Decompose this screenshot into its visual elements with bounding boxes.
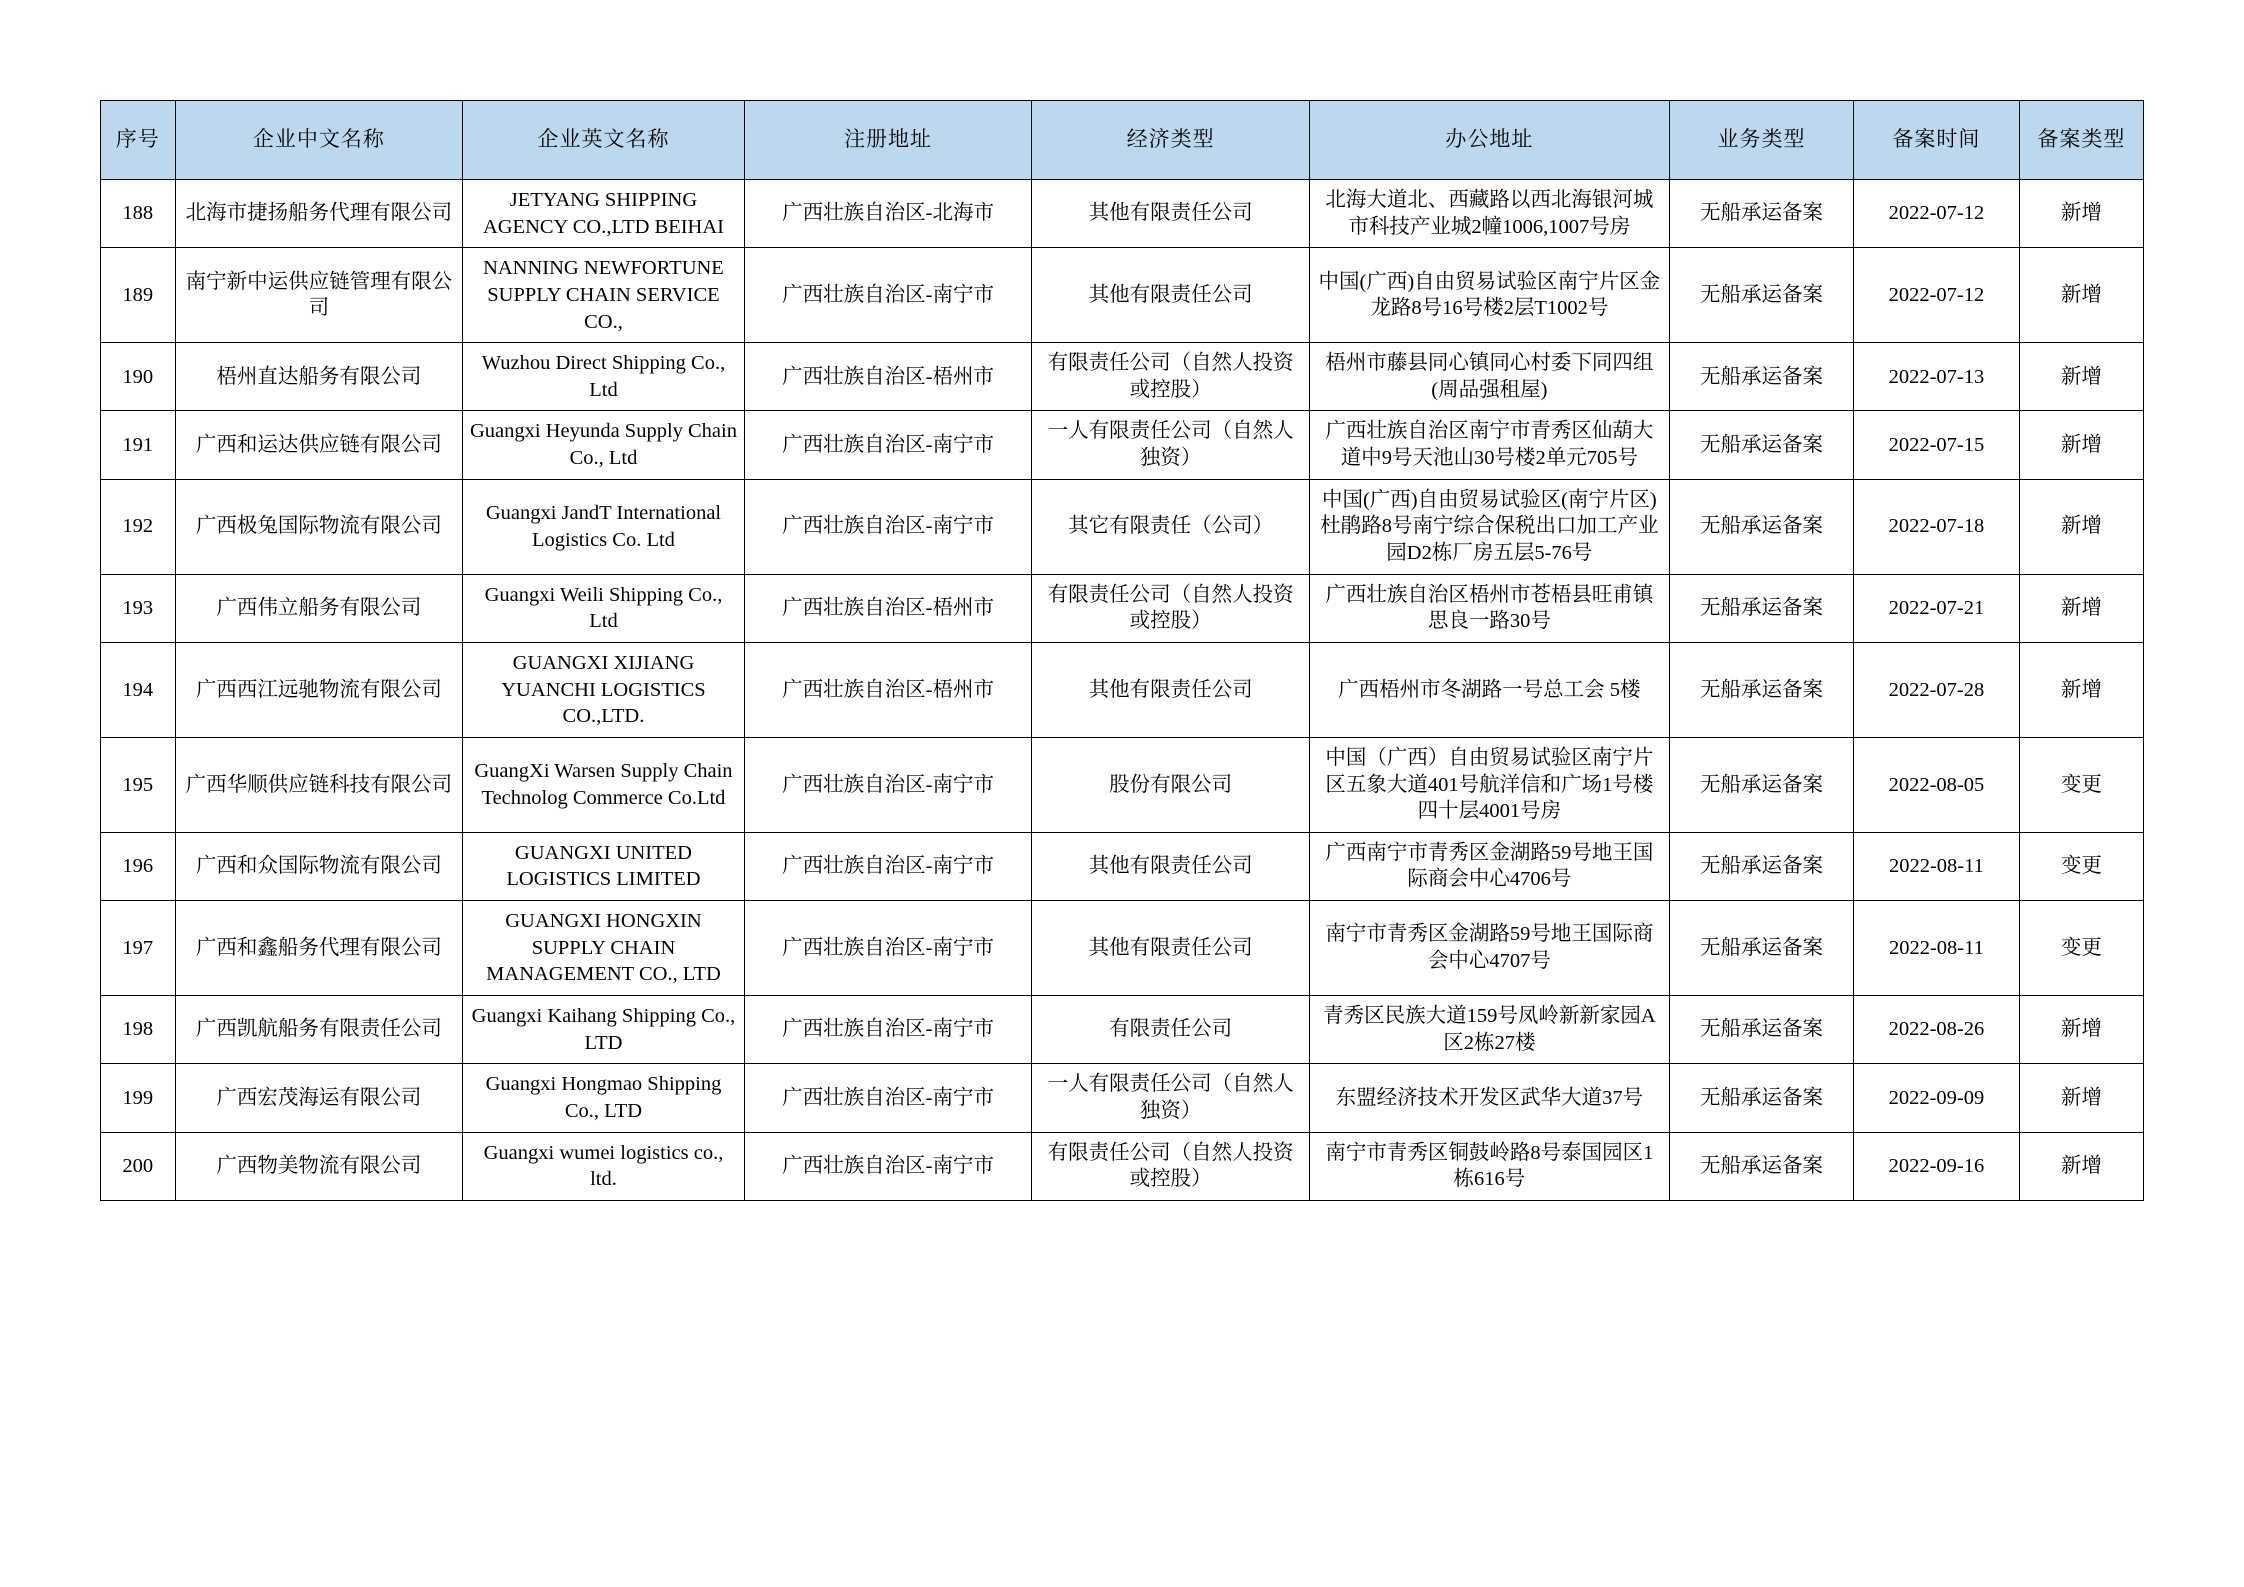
cell-filing-type: 新增 [2019,1132,2143,1200]
column-header-filing-date: 备案时间 [1854,101,2020,180]
cell-index: 200 [101,1132,176,1200]
cell-business-type: 无船承运备案 [1669,343,1853,411]
cell-chinese-name: 广西华顺供应链科技有限公司 [175,737,463,832]
cell-registered-address: 广西壮族自治区-南宁市 [744,901,1032,996]
cell-chinese-name: 梧州直达船务有限公司 [175,343,463,411]
table-header [101,101,2144,180]
table-row [101,737,2144,832]
column-header-filing-type: 备案类型 [2019,101,2143,180]
cell-registered-address: 广西壮族自治区-南宁市 [744,1132,1032,1200]
cell-english-name: NANNING NEWFORTUNE SUPPLY CHAIN SERVICE CO., [463,248,745,343]
cell-chinese-name: 广西凯航船务有限责任公司 [175,996,463,1064]
cell-english-name: GUANGXI UNITED LOGISTICS LIMITED [463,832,745,900]
column-header-index: 序号 [101,101,176,180]
cell-english-name: Guangxi Weili Shipping Co., Ltd [463,574,745,642]
cell-filing-type: 新增 [2019,1064,2143,1132]
cell-filing-date: 2022-07-13 [1854,343,2020,411]
cell-office-address: 北海大道北、西藏路以西北海银河城市科技产业城2幢1006,1007号房 [1309,180,1669,248]
cell-economic-type: 有限责任公司（自然人投资或控股） [1032,343,1309,411]
cell-office-address: 南宁市青秀区铜鼓岭路8号泰国园区1栋616号 [1309,1132,1669,1200]
table-body [101,180,2144,1201]
table-row [101,1064,2144,1132]
cell-office-address: 广西梧州市冬湖路一号总工会 5楼 [1309,642,1669,737]
cell-office-address: 南宁市青秀区金湖路59号地王国际商会中心4707号 [1309,901,1669,996]
cell-index: 197 [101,901,176,996]
cell-english-name: GuangXi Warsen Supply Chain Technolog Commerce Co.Ltd [463,737,745,832]
table-row [101,411,2144,479]
cell-registered-address: 广西壮族自治区-南宁市 [744,737,1032,832]
cell-filing-type: 新增 [2019,479,2143,574]
cell-chinese-name: 广西西江远驰物流有限公司 [175,642,463,737]
cell-economic-type: 其它有限责任（公司） [1032,479,1309,574]
cell-business-type: 无船承运备案 [1669,642,1853,737]
column-header-economic-type: 经济类型 [1032,101,1309,180]
cell-index: 191 [101,411,176,479]
cell-filing-type: 新增 [2019,343,2143,411]
cell-chinese-name: 广西宏茂海运有限公司 [175,1064,463,1132]
cell-filing-date: 2022-09-09 [1854,1064,2020,1132]
table-row [101,479,2144,574]
cell-economic-type: 一人有限责任公司（自然人独资） [1032,1064,1309,1132]
cell-index: 194 [101,642,176,737]
table-row [101,832,2144,900]
column-header-business-type: 业务类型 [1669,101,1853,180]
cell-business-type: 无船承运备案 [1669,1132,1853,1200]
table-row [101,343,2144,411]
cell-index: 189 [101,248,176,343]
cell-chinese-name: 广西和众国际物流有限公司 [175,832,463,900]
table-row [101,642,2144,737]
cell-registered-address: 广西壮族自治区-梧州市 [744,642,1032,737]
cell-economic-type: 有限责任公司 [1032,996,1309,1064]
cell-index: 196 [101,832,176,900]
cell-filing-type: 新增 [2019,411,2143,479]
cell-filing-date: 2022-07-28 [1854,642,2020,737]
cell-economic-type: 其他有限责任公司 [1032,832,1309,900]
cell-office-address: 广西壮族自治区南宁市青秀区仙葫大道中9号天池山30号楼2单元705号 [1309,411,1669,479]
cell-chinese-name: 广西极兔国际物流有限公司 [175,479,463,574]
cell-registered-address: 广西壮族自治区-南宁市 [744,1064,1032,1132]
cell-registered-address: 广西壮族自治区-南宁市 [744,832,1032,900]
cell-business-type: 无船承运备案 [1669,901,1853,996]
cell-economic-type: 其他有限责任公司 [1032,901,1309,996]
header-row [101,101,2144,180]
cell-index: 198 [101,996,176,1064]
column-header-english-name: 企业英文名称 [463,101,745,180]
cell-filing-type: 变更 [2019,737,2143,832]
table-row [101,996,2144,1064]
table-row [101,901,2144,996]
cell-chinese-name: 广西伟立船务有限公司 [175,574,463,642]
cell-business-type: 无船承运备案 [1669,411,1853,479]
table-row [101,1132,2144,1200]
nvocc-registry-table [100,100,2144,1201]
cell-filing-date: 2022-09-16 [1854,1132,2020,1200]
cell-registered-address: 广西壮族自治区-南宁市 [744,248,1032,343]
cell-business-type: 无船承运备案 [1669,248,1853,343]
cell-filing-date: 2022-08-11 [1854,901,2020,996]
cell-english-name: JETYANG SHIPPING AGENCY CO.,LTD BEIHAI [463,180,745,248]
cell-filing-type: 新增 [2019,574,2143,642]
cell-economic-type: 其他有限责任公司 [1032,180,1309,248]
cell-index: 190 [101,343,176,411]
cell-registered-address: 广西壮族自治区-南宁市 [744,411,1032,479]
cell-economic-type: 其他有限责任公司 [1032,642,1309,737]
cell-business-type: 无船承运备案 [1669,996,1853,1064]
cell-economic-type: 股份有限公司 [1032,737,1309,832]
cell-business-type: 无船承运备案 [1669,832,1853,900]
cell-chinese-name: 广西物美物流有限公司 [175,1132,463,1200]
column-header-registered-address: 注册地址 [744,101,1032,180]
cell-index: 199 [101,1064,176,1132]
cell-index: 188 [101,180,176,248]
cell-chinese-name: 广西和鑫船务代理有限公司 [175,901,463,996]
cell-english-name: Wuzhou Direct Shipping Co., Ltd [463,343,745,411]
cell-filing-type: 新增 [2019,180,2143,248]
cell-economic-type: 有限责任公司（自然人投资或控股） [1032,574,1309,642]
cell-filing-date: 2022-08-05 [1854,737,2020,832]
cell-english-name: GUANGXI HONGXIN SUPPLY CHAIN MANAGEMENT CO., LTD [463,901,745,996]
column-header-office-address: 办公地址 [1309,101,1669,180]
cell-index: 193 [101,574,176,642]
cell-chinese-name: 北海市捷扬船务代理有限公司 [175,180,463,248]
cell-registered-address: 广西壮族自治区-梧州市 [744,343,1032,411]
table-row [101,180,2144,248]
cell-office-address: 广西南宁市青秀区金湖路59号地王国际商会中心4706号 [1309,832,1669,900]
cell-office-address: 东盟经济技术开发区武华大道37号 [1309,1064,1669,1132]
cell-chinese-name: 南宁新中运供应链管理有限公司 [175,248,463,343]
cell-english-name: Guangxi JandT International Logistics Co. Ltd [463,479,745,574]
cell-economic-type: 有限责任公司（自然人投资或控股） [1032,1132,1309,1200]
cell-office-address: 梧州市藤县同心镇同心村委下同四组(周品强租屋) [1309,343,1669,411]
cell-filing-type: 新增 [2019,248,2143,343]
cell-filing-type: 变更 [2019,901,2143,996]
cell-english-name: Guangxi wumei logistics co., ltd. [463,1132,745,1200]
cell-filing-type: 新增 [2019,996,2143,1064]
cell-business-type: 无船承运备案 [1669,180,1853,248]
cell-economic-type: 其他有限责任公司 [1032,248,1309,343]
cell-index: 195 [101,737,176,832]
cell-office-address: 广西壮族自治区梧州市苍梧县旺甫镇思良一路30号 [1309,574,1669,642]
cell-office-address: 中国（广西）自由贸易试验区南宁片区五象大道401号航洋信和广场1号楼四十层4001号房 [1309,737,1669,832]
cell-business-type: 无船承运备案 [1669,479,1853,574]
table-row [101,574,2144,642]
cell-economic-type: 一人有限责任公司（自然人独资） [1032,411,1309,479]
cell-filing-date: 2022-07-12 [1854,248,2020,343]
cell-chinese-name: 广西和运达供应链有限公司 [175,411,463,479]
cell-english-name: Guangxi Hongmao Shipping Co., LTD [463,1064,745,1132]
cell-office-address: 青秀区民族大道159号凤岭新新家园A区2栋27楼 [1309,996,1669,1064]
cell-filing-type: 新增 [2019,642,2143,737]
cell-office-address: 中国(广西)自由贸易试验区南宁片区金龙路8号16号楼2层T1002号 [1309,248,1669,343]
cell-filing-type: 变更 [2019,832,2143,900]
table-row [101,248,2144,343]
cell-filing-date: 2022-08-11 [1854,832,2020,900]
cell-filing-date: 2022-07-15 [1854,411,2020,479]
cell-index: 192 [101,479,176,574]
column-header-chinese-name: 企业中文名称 [175,101,463,180]
cell-filing-date: 2022-08-26 [1854,996,2020,1064]
cell-office-address: 中国(广西)自由贸易试验区(南宁片区)杜鹃路8号南宁综合保税出口加工产业园D2栋厂房五层5-76号 [1309,479,1669,574]
cell-business-type: 无船承运备案 [1669,1064,1853,1132]
cell-registered-address: 广西壮族自治区-北海市 [744,180,1032,248]
cell-filing-date: 2022-07-18 [1854,479,2020,574]
cell-business-type: 无船承运备案 [1669,737,1853,832]
cell-registered-address: 广西壮族自治区-南宁市 [744,996,1032,1064]
cell-filing-date: 2022-07-12 [1854,180,2020,248]
cell-business-type: 无船承运备案 [1669,574,1853,642]
cell-registered-address: 广西壮族自治区-南宁市 [744,479,1032,574]
cell-registered-address: 广西壮族自治区-梧州市 [744,574,1032,642]
cell-english-name: Guangxi Heyunda Supply Chain Co., Ltd [463,411,745,479]
cell-english-name: GUANGXI XIJIANG YUANCHI LOGISTICS CO.,LTD. [463,642,745,737]
cell-filing-date: 2022-07-21 [1854,574,2020,642]
cell-english-name: Guangxi Kaihang Shipping Co., LTD [463,996,745,1064]
